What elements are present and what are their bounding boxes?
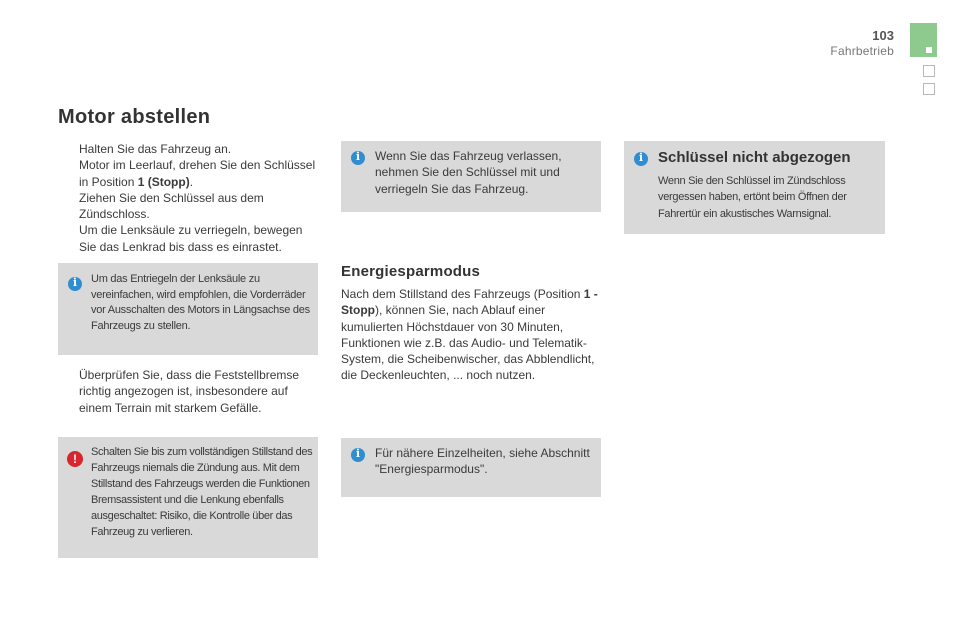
steering-lock-note-text: Um das Entriegeln der Lenksäule zu vereinfachen, wird empfohlen, die Vorderräder vor Ausschalten des Motors in Längsachse des Fahrzeugs zu stellen. xyxy=(91,273,310,332)
info-icon xyxy=(68,277,82,291)
step-text: Überprüfen Sie, dass die Feststellbremse richtig angezogen ist, insbesondere auf einem Terrain mit starkem Gefälle. xyxy=(79,368,300,415)
energy-saving-reference-note xyxy=(341,438,601,497)
info-icon xyxy=(351,151,365,165)
step-text: Ziehen Sie den Schlüssel aus dem Zündschloss. xyxy=(79,190,264,222)
info-icon xyxy=(634,152,648,166)
warning-icon xyxy=(67,451,83,467)
tab-dot xyxy=(926,47,932,53)
stop-steps-list xyxy=(62,141,322,255)
ignition-warning-text: Schalten Sie bis zum vollständigen Stillstand des Fahrzeugs niemals die Zündung aus. Mit dem Stillstand des Fahrzeugs werden die Funktionen Bremsassistent und die Lenkung ebenfalls ausgeschaltet: Risiko, die Kontrolle über das Fahrzeug zu verlieren. xyxy=(91,446,313,538)
page-number: 103 xyxy=(872,28,894,43)
step-item xyxy=(62,141,322,157)
ignition-warning-note xyxy=(58,437,318,558)
energy-saving-body xyxy=(341,286,601,384)
step-item xyxy=(62,157,322,190)
step-bold: 1 (Stopp) xyxy=(137,174,190,189)
leave-vehicle-note xyxy=(341,141,601,212)
tab-box-1 xyxy=(923,65,935,77)
eco-text-end: ), können Sie, nach Ablauf einer kumulierten Höchstdauer von 30 Minuten, Funktionen wie z.B. das Audio- und Telematik-System, die Scheibenwischer, das Abblendlicht, die Deckenleuchten, ... noch nutzen. xyxy=(341,303,595,383)
step-item xyxy=(62,190,322,223)
energy-saving-heading: Energiesparmodus xyxy=(341,263,481,280)
page-title: Motor abstellen xyxy=(58,106,211,128)
section-name: Fahrbetrieb xyxy=(830,44,894,58)
step-item xyxy=(62,222,322,255)
steering-lock-note xyxy=(58,263,318,355)
eco-bold: 1 - Stopp xyxy=(341,287,598,318)
section-tab-marker xyxy=(910,23,937,57)
step-text: Um die Lenksäule zu verriegeln, bewegen Sie das Lenkrad bis dass es einrastet. xyxy=(79,223,303,254)
tab-box-2 xyxy=(923,83,935,95)
step-text: Motor im Leerlauf, drehen Sie den Schlüssel in Position xyxy=(79,158,316,189)
key-not-removed-text: Wenn Sie den Schlüssel im Zündschloss vergessen haben, ertönt beim Öffnen der Fahrertür ein akustisches Warnsignal. xyxy=(658,175,847,220)
step-text-end: . xyxy=(189,174,194,189)
step-item xyxy=(62,367,322,416)
step-text: Halten Sie das Fahrzeug an. xyxy=(79,142,232,156)
key-not-removed-heading: Schlüssel nicht abgezogen xyxy=(658,149,851,166)
eco-text: Nach dem Stillstand des Fahrzeugs (Position xyxy=(341,287,584,301)
leave-vehicle-note-text: Wenn Sie das Fahrzeug verlassen, nehmen Sie den Schlüssel mit und verriegeln Sie das Fahrzeug. xyxy=(375,149,562,196)
info-icon xyxy=(351,448,365,462)
energy-saving-reference-text: Für nähere Einzelheiten, siehe Abschnitt "Energiesparmodus". xyxy=(375,446,590,477)
key-not-removed-note xyxy=(624,141,885,234)
brake-step-list xyxy=(62,367,322,416)
